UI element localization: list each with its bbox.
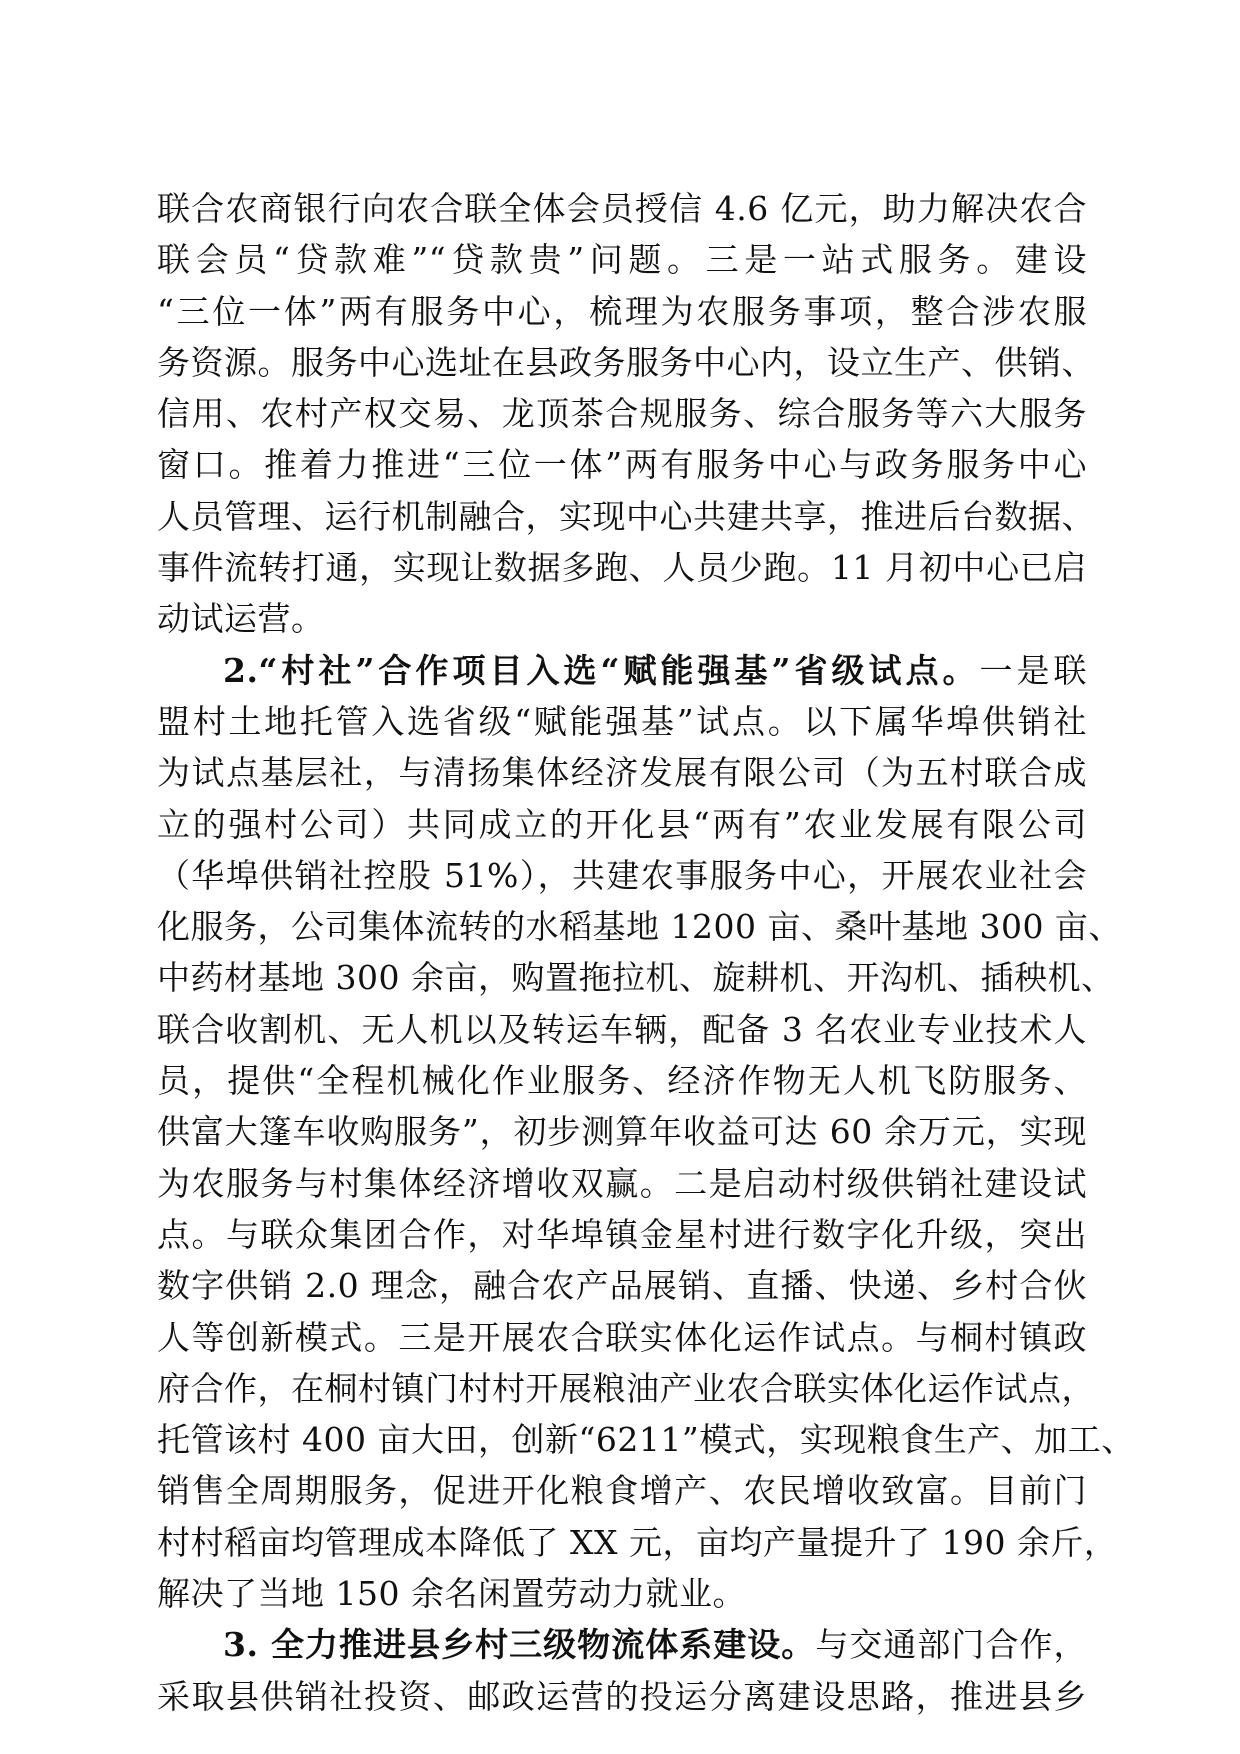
section-2-first-line [157,645,1087,696]
paragraph-line: 采取县供销社投资、邮政运营的投运分离建设思路，推进县乡 [157,1676,1087,1716]
section-3-first-line [157,1619,1087,1670]
paragraph-line: 数字供销 2.0 理念，融合农产品展销、直播、快递、乡村合伙 [157,1266,1087,1306]
paragraph-line: 府合作，在桐村镇门村村开展粮油产业农合联实体化运作试点， [157,1368,1095,1408]
paragraph-line: 解决了当地 150 余名闲置劳动力就业。 [157,1574,746,1614]
paragraph-line: 联会员“贷款难”“贷款贵”问题。三是一站式服务。建设 [157,240,1087,280]
paragraph-line: 托管该村 400 亩大田，创新“6211”模式，实现粮食生产、加工、 [157,1420,1135,1460]
paragraph-line: 联合收割机、无人机以及转运车辆，配备 3 名农业专业技术人 [157,1009,1087,1049]
section-2-heading: 2.“村社”合作项目入选“赋能强基”省级试点。 [223,650,980,690]
paragraph-line: 立的强村公司）共同成立的开化县“两有”农业发展有限公司 [157,804,1087,844]
paragraph-line: 人等创新模式。三是开展农合联实体化运作试点。与桐村镇政 [157,1317,1087,1357]
paragraph-line: 为试点基层社，与清扬集体经济发展有限公司（为五村联合成 [157,753,1087,793]
paragraph-line: 事件流转打通，实现让数据多跑、人员少跑。11 月初中心已启 [157,548,1087,588]
section-3-heading: 3. 全力推进县乡村三级物流体系建设。 [223,1625,816,1665]
section-3-first-line-rest: 与交通部门合作， [815,1625,1087,1665]
paragraph-line: 员，提供“全程机械化作业服务、经济作物无人机飞防服务、 [157,1061,1087,1101]
paragraph-line: 村村稻亩均管理成本降低了 XX 元，亩均产量提升了 190 余斤， [157,1522,1118,1562]
paragraph-line: 人员管理、运行机制融合，实现中心共建共享，推进后台数据、 [157,496,1095,536]
paragraph-line: （华埠供销社控股 51%），共建农事服务中心，开展农业社会 [157,855,1087,895]
paragraph-line: 盟村土地托管入选省级“赋能强基”试点。以下属华埠供销社 [157,701,1087,741]
section-2-first-line-rest: 一是联 [979,650,1087,690]
paragraph-line: “三位一体”两有服务中心，梳理为农服务事项，整合涉农服 [157,291,1087,331]
paragraph-line: 点。与联众集团合作，对华埠镇金星村进行数字化升级，突出 [157,1214,1087,1254]
paragraph-line: 供富大篷车收购服务”，初步测算年收益可达 60 余万元，实现 [157,1112,1087,1152]
paragraph-line: 化服务，公司集体流转的水稻基地 1200 亩、桑叶基地 300 亩、 [157,907,1122,947]
paragraph-line: 信用、农村产权交易、龙顶茶合规服务、综合服务等六大服务 [157,394,1087,434]
document-body [157,183,1135,1722]
paragraph-line: 窗口。推着力推进“三位一体”两有服务中心与政务服务中心 [157,445,1087,485]
paragraph-line: 动试运营。 [157,599,325,639]
paragraph-line: 为农服务与村集体经济增收双赢。二是启动村级供销社建设试 [157,1163,1087,1203]
paragraph-line: 销售全周期服务，促进开化粮食增产、农民增收致富。目前门 [157,1471,1087,1511]
paragraph-line: 联合农商银行向农合联全体会员授信 4.6 亿元，助力解决农合 [157,189,1087,228]
paragraph-line: 中药材基地 300 余亩，购置拖拉机、旋耕机、开沟机、插秧机、 [157,958,1115,998]
paragraph-line: 务资源。服务中心选址在县政务服务中心内，设立生产、供销、 [157,342,1095,382]
